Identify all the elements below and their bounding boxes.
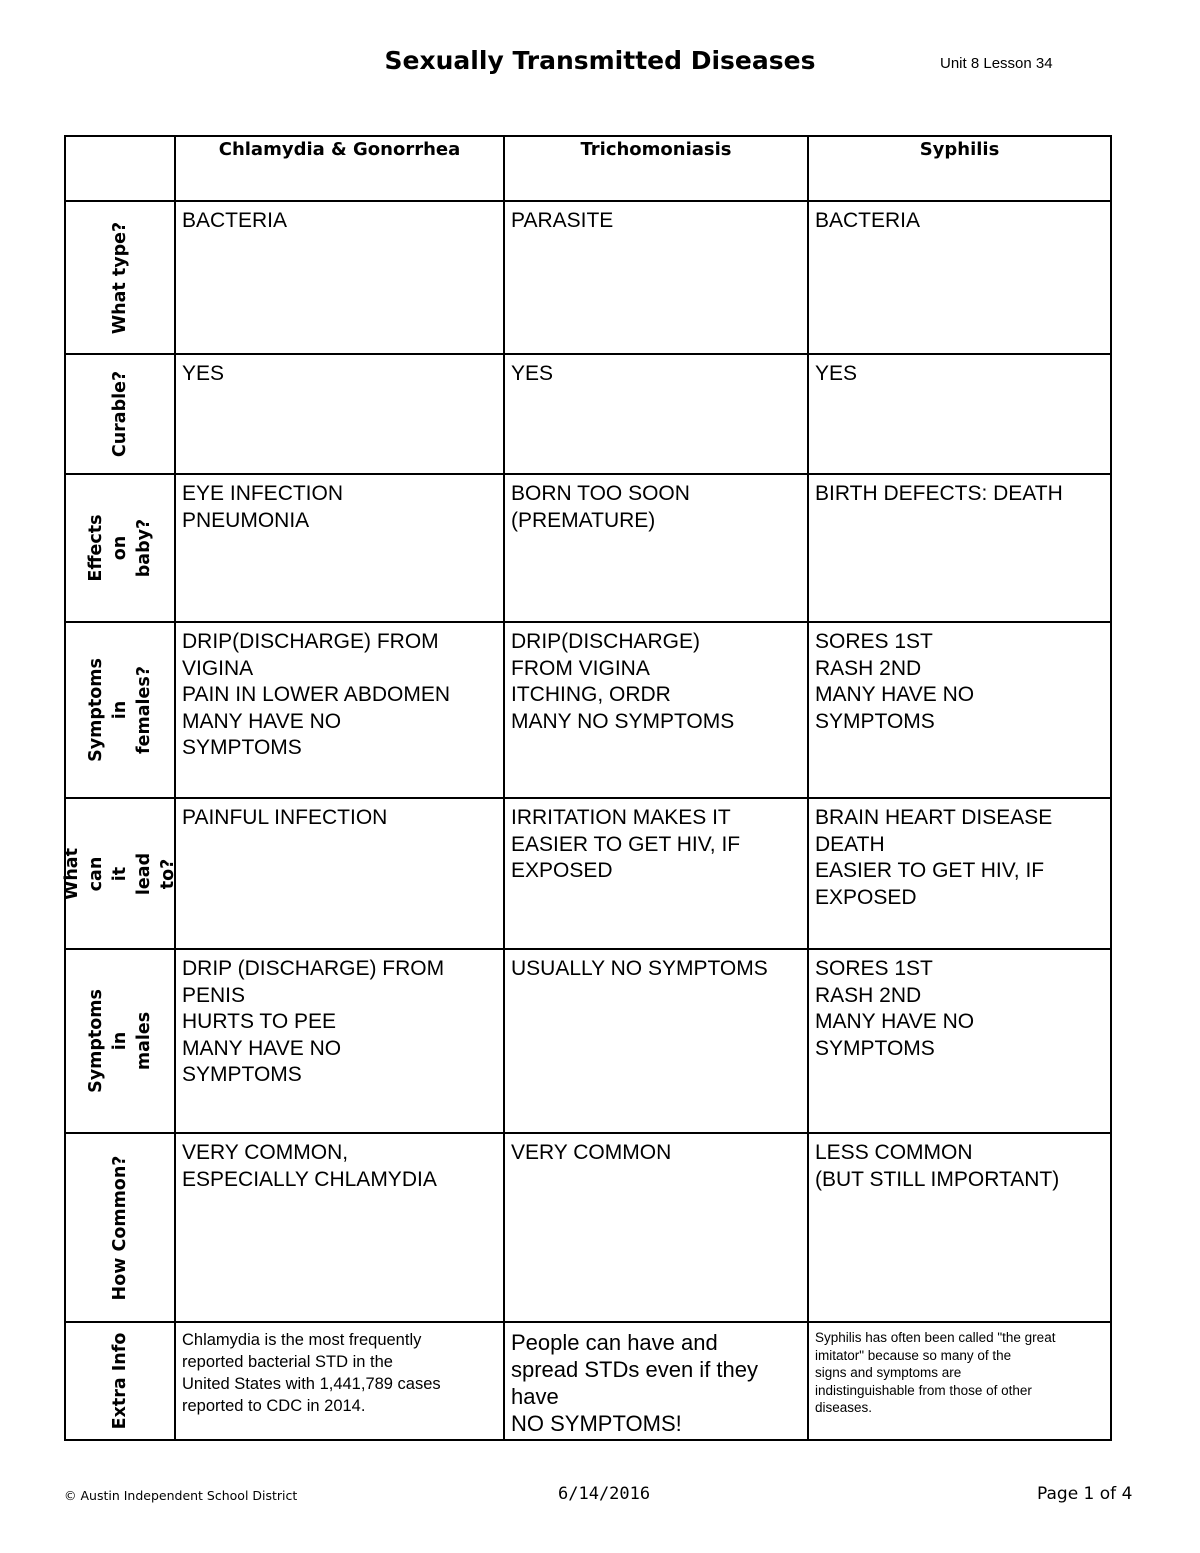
row-header-cell <box>65 201 175 354</box>
row-curable <box>65 354 1111 474</box>
corner-cell <box>65 136 175 201</box>
row-label-curable: Curable? <box>110 370 130 458</box>
column-header-trichomoniasis: Trichomoniasis <box>504 136 808 201</box>
cell-how-common-trichomoniasis: VERY COMMON <box>504 1133 808 1322</box>
row-how-common <box>65 1133 1111 1322</box>
cell-what-type-syphilis: BACTERIA <box>808 201 1111 354</box>
cell-how-common-syphilis: LESS COMMON (BUT STILL IMPORTANT) <box>808 1133 1111 1322</box>
row-label-symptoms-females: Symptoms in females? <box>86 658 154 762</box>
row-header-cell <box>65 1133 175 1322</box>
cell-lead-to-syphilis: BRAIN HEART DISEASE DEATH EASIER TO GET HIV, IF EXPOSED <box>808 798 1111 949</box>
row-header-cell <box>62 798 178 949</box>
cell-extra-info-syphilis: Syphilis has often been called "the great imitator" because so many of the signs and symptoms are indistinguishable from those of other diseases. <box>808 1322 1111 1440</box>
cell-extra-info-trichomoniasis: People can have and spread STDs even if they have NO SYMPTOMS! <box>504 1322 808 1440</box>
row-label-effects-on-baby: Effects on baby? <box>86 514 154 582</box>
cell-what-type-trichomoniasis: PARASITE <box>504 201 808 354</box>
document-title: Sexually Transmitted Diseases <box>384 46 816 75</box>
column-header-chlamydia-gonorrhea: Chlamydia & Gonorrhea <box>175 136 504 201</box>
row-symptoms-females <box>65 622 1111 798</box>
cell-extra-info-chlamydia: Chlamydia is the most frequently reported bacterial STD in the United States with 1,441,789 cases reported to CDC in 2014. <box>175 1322 504 1440</box>
row-lead-to <box>65 798 1111 949</box>
cell-effects-syphilis: BIRTH DEFECTS: DEATH <box>808 474 1111 622</box>
cell-lead-to-trichomoniasis: IRRITATION MAKES IT EASIER TO GET HIV, IF EXPOSED <box>504 798 808 949</box>
footer-page-number: Page 1 of 4 <box>1037 1484 1133 1504</box>
cell-curable-trichomoniasis: YES <box>504 354 808 474</box>
cell-symptoms-males-syphilis: SORES 1ST RASH 2ND MANY HAVE NO SYMPTOMS <box>808 949 1111 1133</box>
column-header-syphilis: Syphilis <box>808 136 1111 201</box>
row-extra-info <box>65 1322 1111 1440</box>
row-symptoms-males <box>65 949 1111 1133</box>
cell-curable-syphilis: YES <box>808 354 1111 474</box>
unit-lesson-label: Unit 8 Lesson 34 <box>940 55 1053 72</box>
cell-symptoms-females-chlamydia: DRIP(DISCHARGE) FROM VIGINA PAIN IN LOWER ABDOMEN MANY HAVE NO SYMPTOMS <box>175 622 504 798</box>
footer-date: 6/14/2016 <box>558 1484 651 1504</box>
row-label-extra-info: Extra Info <box>110 1332 130 1430</box>
cell-what-type-chlamydia: BACTERIA <box>175 201 504 354</box>
row-header-cell <box>65 622 175 798</box>
cell-effects-chlamydia: EYE INFECTION PNEUMONIA <box>175 474 504 622</box>
cell-how-common-chlamydia: VERY COMMON, ESPECIALLY CHLAMYDIA <box>175 1133 504 1322</box>
row-label-what-type: What type? <box>110 221 130 334</box>
std-comparison-table <box>64 135 1112 1441</box>
row-label-how-common: How Common? <box>110 1155 130 1300</box>
row-label-lead-to: What can it lead to? <box>62 847 178 900</box>
cell-symptoms-females-syphilis: SORES 1ST RASH 2ND MANY HAVE NO SYMPTOMS <box>808 622 1111 798</box>
row-header-cell <box>65 949 175 1133</box>
footer-copyright: © Austin Independent School District <box>64 1488 298 1503</box>
cell-lead-to-chlamydia: PAINFUL INFECTION <box>175 798 504 949</box>
header-row <box>65 136 1111 201</box>
cell-symptoms-females-trichomoniasis: DRIP(DISCHARGE) FROM VIGINA ITCHING, ORDR MANY NO SYMPTOMS <box>504 622 808 798</box>
row-header-cell <box>65 1322 175 1440</box>
row-effects-on-baby <box>65 474 1111 622</box>
row-header-cell <box>65 354 175 474</box>
row-label-symptoms-males: Symptoms in males <box>86 989 154 1093</box>
cell-curable-chlamydia: YES <box>175 354 504 474</box>
row-what-type <box>65 201 1111 354</box>
cell-symptoms-males-trichomoniasis: USUALLY NO SYMPTOMS <box>504 949 808 1133</box>
cell-symptoms-males-chlamydia: DRIP (DISCHARGE) FROM PENIS HURTS TO PEE MANY HAVE NO SYMPTOMS <box>175 949 504 1133</box>
cell-effects-trichomoniasis: BORN TOO SOON (PREMATURE) <box>504 474 808 622</box>
row-header-cell <box>65 474 175 622</box>
